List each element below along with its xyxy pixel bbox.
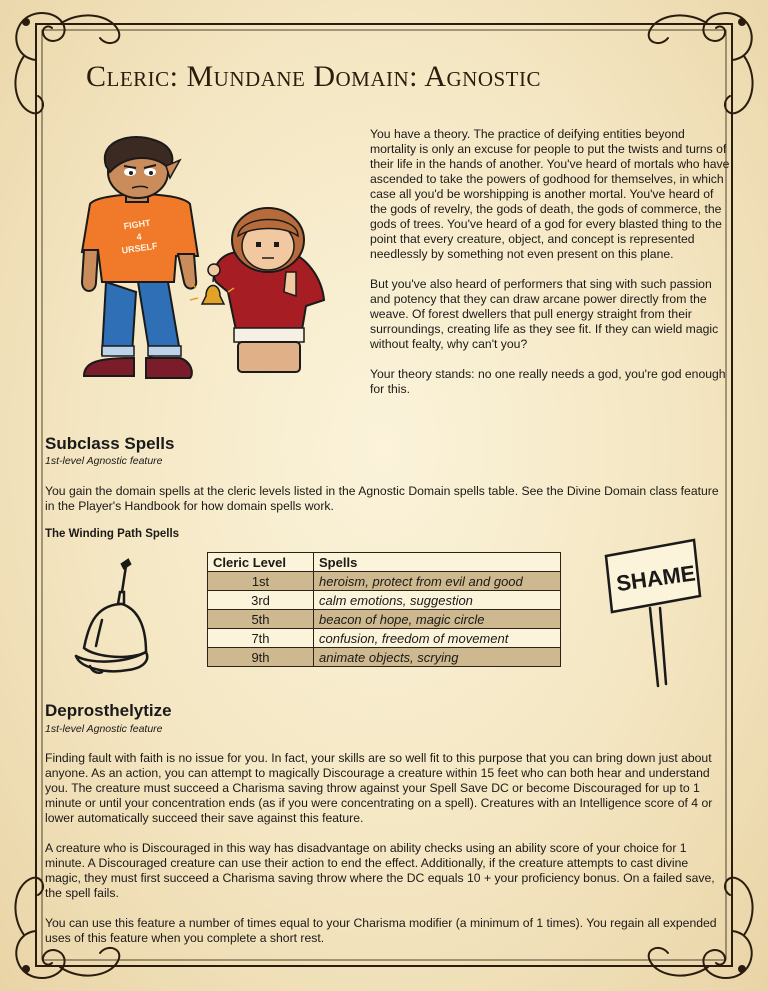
intro-paragraph: Your theory stands: no one really needs a god, you're god enough for this. — [370, 367, 726, 396]
table-row — [208, 572, 561, 591]
table-row — [208, 648, 561, 667]
shirt-text-line-3: URSELF — [121, 240, 159, 256]
characters-illustration — [58, 132, 348, 402]
intro-paragraph: You have a theory. The practice of deifying entities beyond mortality is only an excuse for people to put the twists and turns of their life in the hands of another. You've heard of mortals who have ascended to take the powers of godhood for themselves, in which case all you'd be worshipping is another mortal. You've heard of the gods of revelry, the gods of death, the gods of commerce, the gods of trees. You've heard of a god for every blasted thing to the point that every creature, object, and concept is represented needlessly by something not even present on this plane. — [370, 127, 730, 261]
page-title: Cleric: Mundane Domain: Agnostic — [86, 60, 542, 93]
section-subheading: 1st-level Agnostic feature — [45, 723, 163, 735]
deprosthelytize-paragraph-1: Finding fault with faith is no issue for you. In fact, your skills are so well fit to this purpose that you can bring down just about anyone. As an action, you can attempt to magically Discourage a creature within 15 feet who can both hear and understand you. The creature must succeed a Charisma saving throw against your Spell Save DC or become Discouraged for up to 1 minute or until your concentration ends (as if you were concentrating on a spell). Creatures with an Intelligence score of 4 or lower automatically succeed their save against this feature. — [45, 751, 713, 825]
section-heading-deprosthelytize: Deprosthelytize — [45, 701, 172, 720]
table-caption: The Winding Path Spells — [45, 528, 180, 540]
spells-cell: animate objects, scrying — [314, 648, 561, 667]
section-subheading: 1st-level Agnostic feature — [45, 455, 163, 467]
tall-man-figure — [82, 137, 198, 378]
spells-cell: beacon of hope, magic circle — [314, 610, 561, 629]
table-row — [208, 610, 561, 629]
spells-cell: calm emotions, suggestion — [314, 591, 561, 610]
cleric-level-cell: 9th — [208, 648, 314, 667]
intro-text — [370, 127, 730, 412]
column-header-spells: Spells — [314, 553, 561, 572]
shirt-text-line-2: 4 — [135, 231, 143, 243]
girl-figure — [190, 208, 324, 372]
spells-cell: heroism, protect from evil and good — [314, 572, 561, 591]
intro-paragraph: But you've also heard of performers that sing with such passion and potency that they can draw arcane power directly from the weave. Of forest dwellers that pull energy straight from their surroundings, creating life as they see fit. If they can wield magic without fealty, why can't you? — [370, 277, 719, 351]
section-heading-subclass-spells: Subclass Spells — [45, 434, 175, 453]
corner-swirl-top-right — [649, 13, 753, 113]
cleric-level-cell: 1st — [208, 572, 314, 591]
table-row — [208, 591, 561, 610]
cleric-level-cell: 5th — [208, 610, 314, 629]
deprosthelytize-paragraph-2: A creature who is Discouraged in this way has disadvantage on ability checks using an ability score of your choice for 1 minute. A Discouraged creature can use their action to end the effect. Additionally, if the creature attempts to cast divine magic, they must first succeed a Charisma saving throw where the DC equals 10 + your proficiency bonus. On a failed save, the spell fails. — [45, 841, 715, 900]
subclass-spells-body: You gain the domain spells at the cleric levels listed in the Agnostic Domain spells table. See the Divine Domain class feature in the Player's Handbook for how domain spells work. — [45, 484, 719, 513]
bell-icon — [66, 556, 156, 676]
cleric-level-cell: 7th — [208, 629, 314, 648]
shirt-text-line-1: FIGHT — [122, 217, 152, 232]
table-row — [208, 629, 561, 648]
spells-cell: confusion, freedom of movement — [314, 629, 561, 648]
table-header-row — [208, 553, 561, 572]
deprosthelytize-paragraph-3: You can use this feature a number of times equal to your Charisma modifier (a minimum of 1 times). You regain all expended uses of this feature when you complete a short rest. — [45, 916, 717, 945]
column-header-level: Cleric Level — [208, 553, 314, 572]
shame-sign-illustration — [600, 534, 710, 692]
sign-text: SHAME — [614, 560, 697, 597]
spells-table — [207, 552, 561, 667]
cleric-level-cell: 3rd — [208, 591, 314, 610]
